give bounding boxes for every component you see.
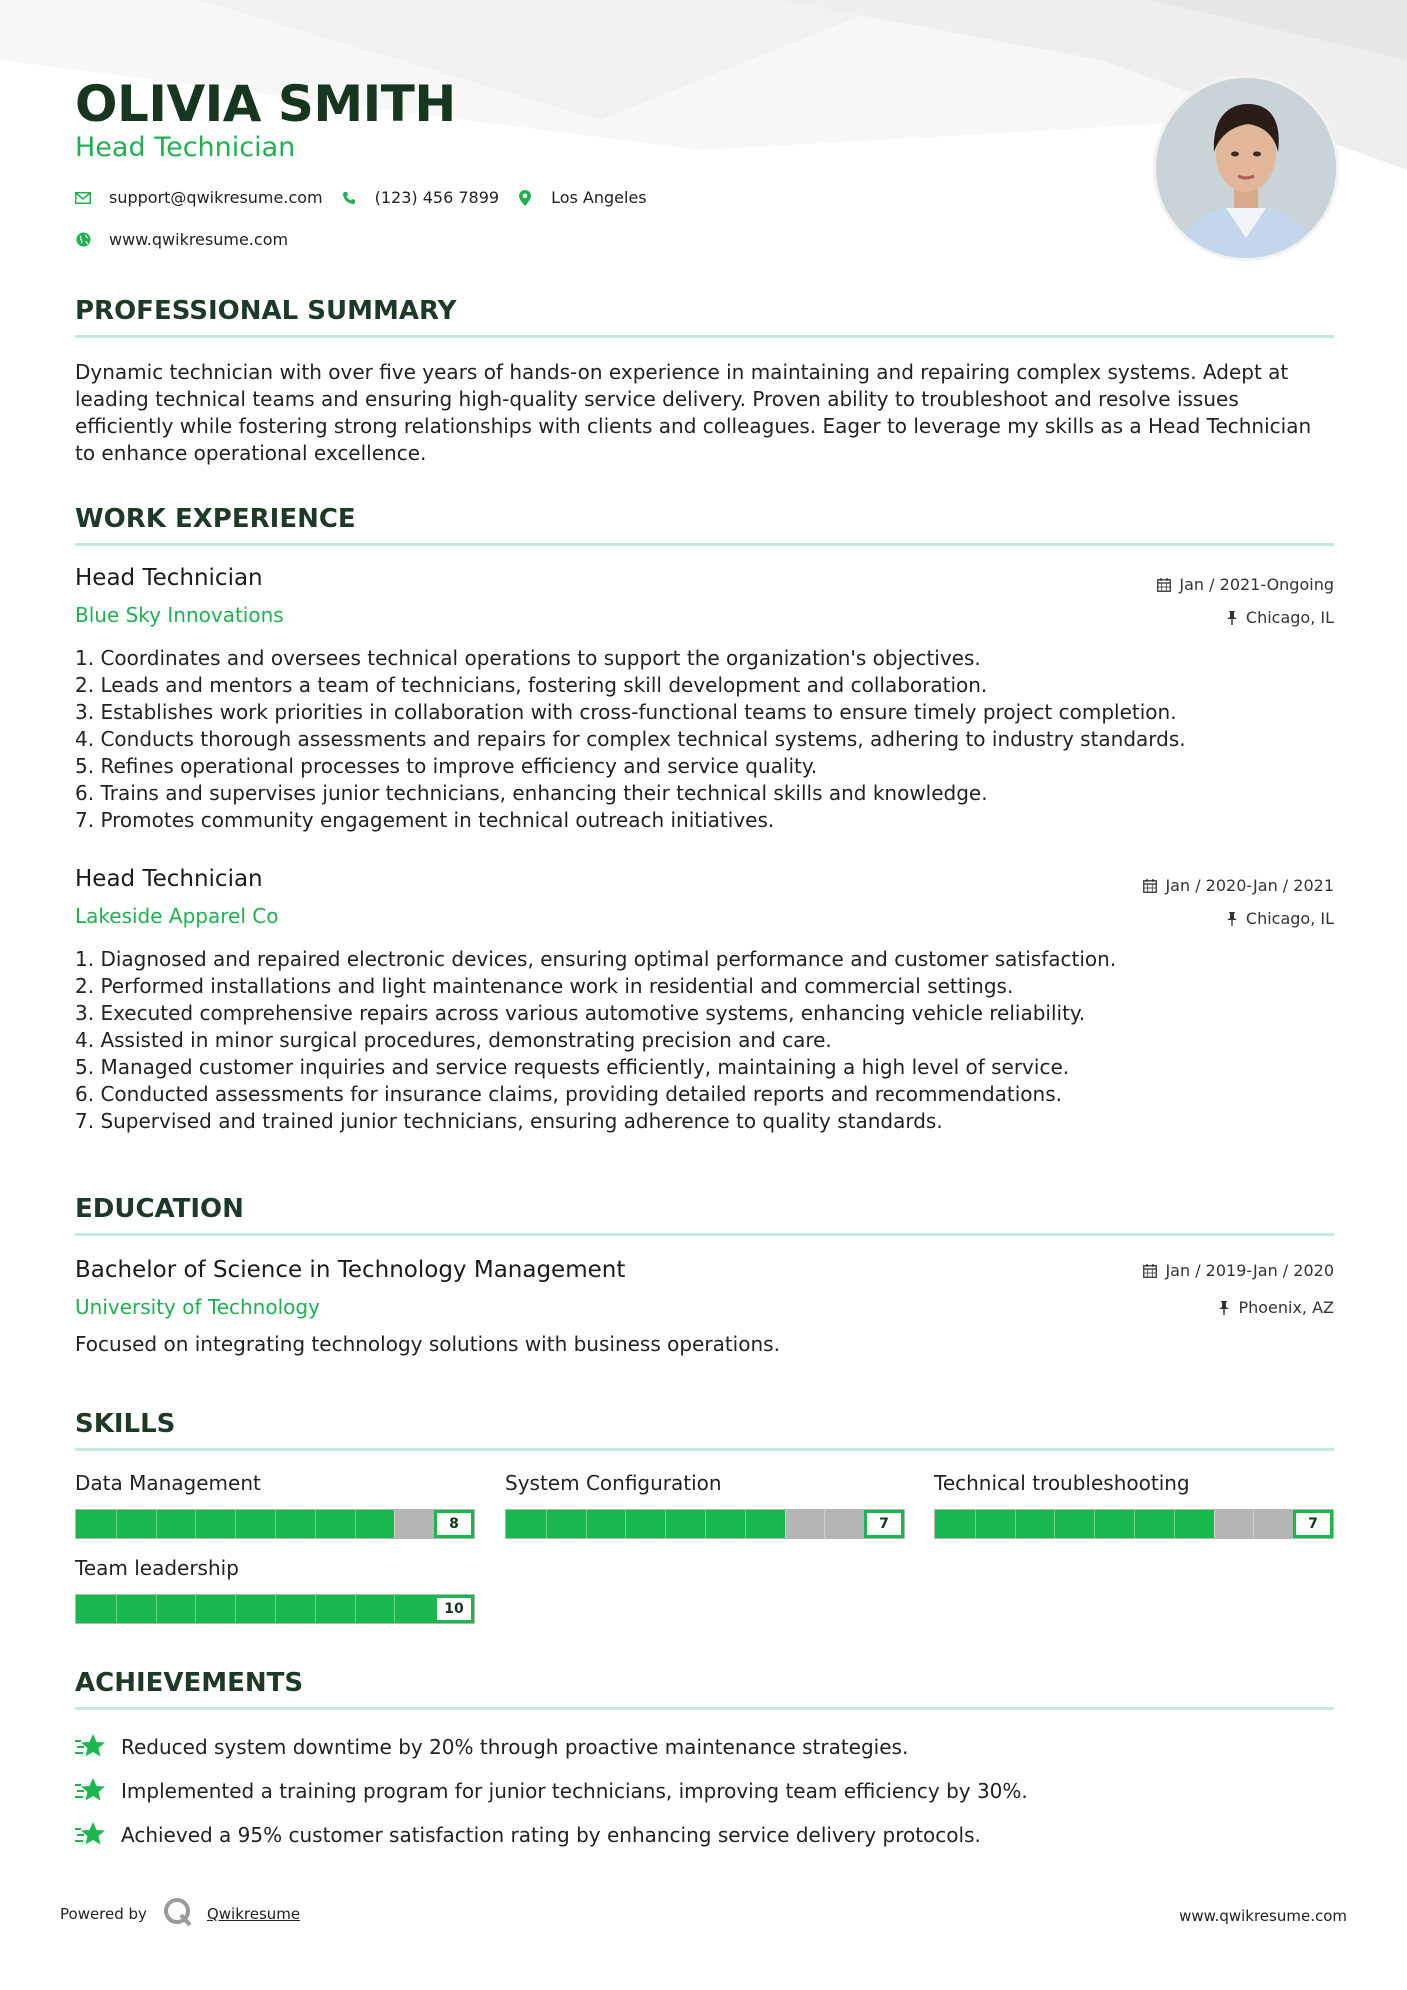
skill-bar-segment [745,1510,746,1538]
skill-bar-segment [625,1510,626,1538]
experience-heading: WORK EXPERIENCE [75,504,356,534]
skill-name: Data Management [75,1471,261,1495]
skill-bar-segment [1015,1510,1016,1538]
skill-bar-fill [506,1510,785,1538]
list-item: 2. Performed installations and light maintenance work in residential and commercial settings. [75,974,1014,998]
qwikresume-link[interactable]: Qwikresume [206,1905,301,1923]
job-duties-list [75,946,1334,1135]
education-heading: EDUCATION [75,1194,244,1224]
list-item: 1. Diagnosed and repaired electronic devices, ensuring optimal performance and customer satisfaction. [75,947,1117,971]
education-description: Focused on integrating technology solutions with business operations. [75,1332,780,1356]
candidate-name: OLIVIA SMITH [75,75,456,133]
phone-text: (123) 456 7899 [374,188,500,207]
company-name: Blue Sky Innovations [75,603,284,627]
skill-item [75,1471,475,1532]
section-divider [75,335,1334,338]
calendar-icon [1143,1264,1157,1278]
section-divider [75,1233,1334,1236]
skill-bar-segment [546,1510,547,1538]
skill-bar-segment [705,1510,706,1538]
school-name: University of Technology [75,1295,320,1319]
education-date-text: Jan / 2019-Jan / 2020 [1165,1261,1334,1280]
achievement-item [75,1777,1028,1805]
degree-title: Bachelor of Science in Technology Management [75,1257,626,1283]
list-item: 4. Conducts thorough assessments and repairs for complex technical systems, adhering to industry standards. [75,727,1186,751]
star-badge-icon [75,1821,107,1849]
achievements-section-header [75,1668,1334,1710]
summary-section-header [75,296,1334,338]
list-item: 3. Establishes work priorities in collaboration with cross-functional teams to ensure timely project completion. [75,700,1177,724]
skill-score: 8 [434,1510,474,1538]
skill-bar-segment [355,1510,356,1538]
list-item: 4. Assisted in minor surgical procedures, demonstrating precision and care. [75,1028,832,1052]
job-date [1157,575,1334,594]
calendar-icon [1143,879,1157,893]
achievement-item [75,1821,981,1849]
contact-row [75,188,665,207]
list-item: 6. Conducted assessments for insurance claims, providing detailed reports and recommendations. [75,1082,1062,1106]
skill-score: 7 [1293,1510,1333,1538]
skill-bar-segment [116,1510,117,1538]
achievement-item [75,1733,908,1761]
achievement-text: Achieved a 95% customer satisfaction rating by enhancing service delivery protocols. [121,1823,981,1847]
list-item: 3. Executed comprehensive repairs across various automotive systems, enhancing vehicle reliability. [75,1001,1086,1025]
job-date-text: Jan / 2020-Jan / 2021 [1165,876,1334,895]
education-section-header [75,1194,1334,1236]
job-title: Head Technician [75,866,263,892]
skill-bar-segment [1054,1510,1055,1538]
skills-heading: SKILLS [75,1409,176,1439]
skill-bar-segment [824,1510,825,1538]
location-pin-icon [517,190,533,206]
pushpin-icon [1226,611,1238,625]
email-link[interactable]: support@qwikresume.com [109,188,323,207]
job-title: Head Technician [75,565,263,591]
email-icon [75,190,91,206]
job-date-text: Jan / 2021-Ongoing [1179,575,1334,594]
footer-powered-by [60,1897,300,1931]
skill-name: Technical troubleshooting [934,1471,1190,1495]
globe-icon [75,232,91,248]
skill-bar-segment [665,1510,666,1538]
skill-bar-segment [1134,1510,1135,1538]
pushpin-icon [1226,912,1238,926]
skill-bar-segment [235,1510,236,1538]
skill-bar-segment [785,1510,786,1538]
section-divider [75,1707,1334,1710]
skill-bar-segment [156,1510,157,1538]
skill-bar-segment [235,1595,236,1623]
summary-text: Dynamic technician with over five years of hands-on experience in maintaining and repairing complex systems. Adept at leading technical teams and ensuring high-quality service delivery. Proven ability to troubleshoot and resolve issues efficiently while fostering strong relationships with clients and colleagues. Eager to leverage my skills as a Head Technician to enhance operational excellence. [75,360,1312,465]
skill-score: 7 [864,1510,904,1538]
achievements-heading: ACHIEVEMENTS [75,1668,304,1698]
section-divider [75,1448,1334,1451]
skill-name: System Configuration [505,1471,722,1495]
footer-website-link[interactable]: www.qwikresume.com [1179,1907,1347,1925]
skill-bar-segment [394,1510,395,1538]
experience-section-header [75,504,1334,546]
list-item: 5. Refines operational processes to improve efficiency and service quality. [75,754,818,778]
skill-bar-segment [315,1595,316,1623]
skill-bar-fill [935,1510,1214,1538]
achievement-text: Reduced system downtime by 20% through proactive maintenance strategies. [121,1735,909,1759]
list-item: 1. Coordinates and oversees technical operations to support the organization's objectives. [75,646,981,670]
skill-score: 10 [434,1595,474,1623]
skill-bar-segment [116,1595,117,1623]
profile-photo [1153,75,1339,261]
location-text: Los Angeles [551,188,647,207]
skill-bar-segment [275,1595,276,1623]
qwikresume-logo-icon [163,1897,193,1931]
skill-bar [75,1594,475,1624]
list-item: 5. Managed customer inquiries and service requests efficiently, maintaining a high level of service. [75,1055,1070,1079]
skill-item [934,1471,1334,1532]
skill-bar-segment [1214,1510,1215,1538]
job-duties-list [75,645,1334,834]
company-name: Lakeside Apparel Co [75,904,279,928]
powered-by-label: Powered by [60,1905,147,1923]
star-badge-icon [75,1733,107,1761]
job-location [1226,608,1334,627]
education-date [1143,1261,1334,1280]
calendar-icon [1157,578,1171,592]
skill-bar-segment [275,1510,276,1538]
list-item: 6. Trains and supervises junior technicians, enhancing their technical skills and knowledge. [75,781,988,805]
skill-item [505,1471,905,1532]
skill-bar [505,1509,905,1539]
skills-section-header [75,1409,1334,1451]
skill-bar-segment [195,1510,196,1538]
skill-bar-segment [975,1510,976,1538]
skill-bar-segment [355,1595,356,1623]
skill-bar-segment [1253,1510,1254,1538]
star-badge-icon [75,1777,107,1805]
education-location [1218,1298,1334,1317]
skill-item [75,1556,475,1617]
website-link[interactable]: www.qwikresume.com [109,230,289,249]
education-location-text: Phoenix, AZ [1238,1298,1334,1317]
job-date [1143,876,1334,895]
list-item: 2. Leads and mentors a team of technicians, fostering skill development and collaboration. [75,673,988,697]
skill-bar-segment [315,1510,316,1538]
skill-bar [934,1509,1334,1539]
achievement-text: Implemented a training program for junior technicians, improving team efficiency by 30%. [121,1779,1028,1803]
job-location [1226,909,1334,928]
job-location-text: Chicago, IL [1245,608,1334,627]
job-location-text: Chicago, IL [1245,909,1334,928]
skill-bar-segment [394,1595,395,1623]
skill-name: Team leadership [75,1556,239,1580]
skill-bar-segment [1094,1510,1095,1538]
skill-bar-segment [156,1595,157,1623]
skill-bar-segment [586,1510,587,1538]
skill-bar-segment [195,1595,196,1623]
list-item: 7. Promotes community engagement in technical outreach initiatives. [75,808,775,832]
skill-bar-segment [1174,1510,1175,1538]
candidate-title: Head Technician [75,132,296,163]
list-item: 7. Supervised and trained junior technicians, ensuring adherence to quality standards. [75,1109,943,1133]
section-divider [75,543,1334,546]
pushpin-icon [1218,1301,1230,1315]
summary-heading: PROFESSIONAL SUMMARY [75,296,457,326]
website-row [75,230,306,249]
skill-bar [75,1509,475,1539]
phone-icon [341,190,357,206]
